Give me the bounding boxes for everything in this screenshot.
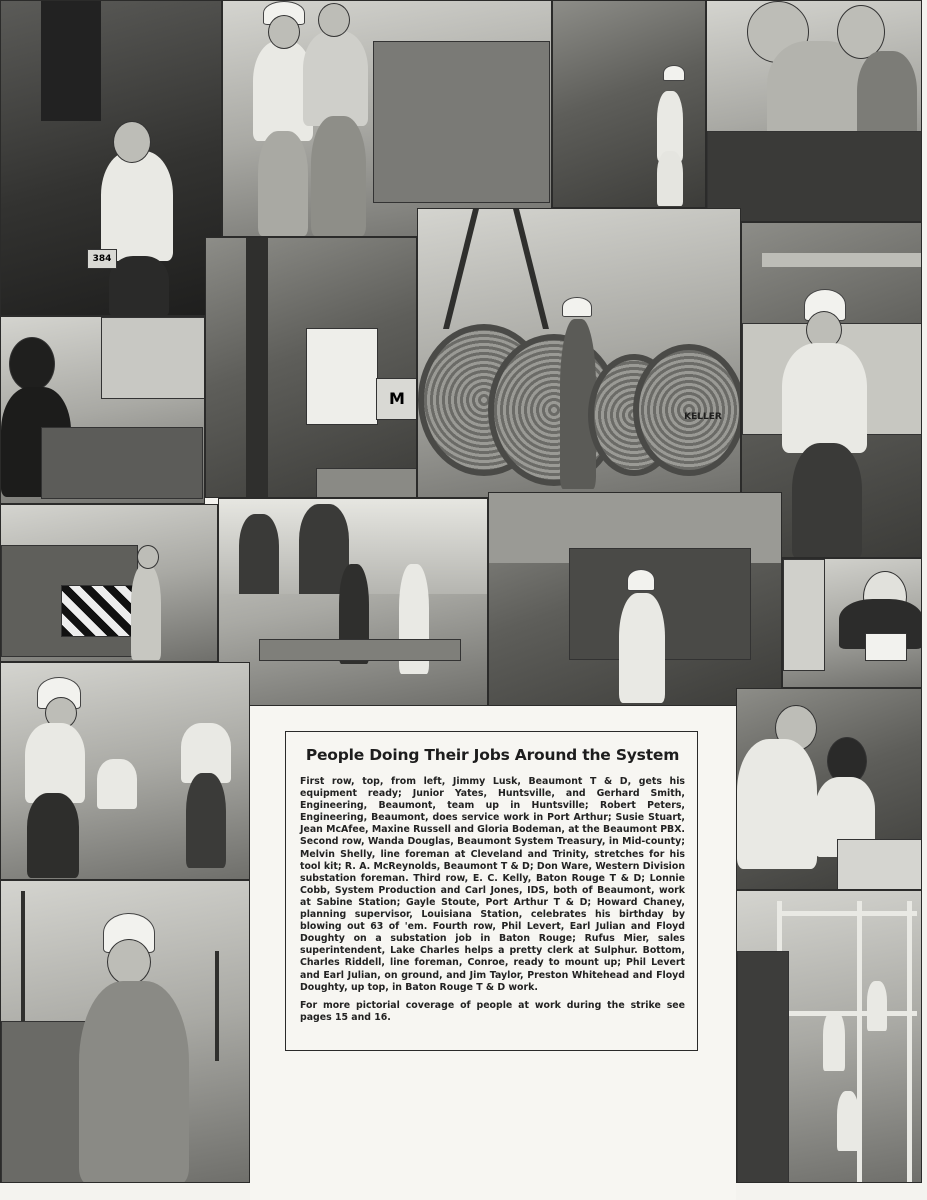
building-sign: M: [376, 378, 417, 420]
truck-plate: 384: [87, 249, 117, 269]
photo-yates-smith-huntsville: [222, 0, 552, 237]
photo-cobb-jones-sabine-station: [218, 498, 488, 706]
caption-title: People Doing Their Jobs Around the System: [305, 746, 680, 764]
photo-baton-rouge-td-work: [736, 890, 922, 1183]
photo-jimmy-lusk-equipment: [0, 0, 222, 316]
caption-more-coverage: For more pictorial coverage of people at work during the strike see pages 15 and 16.: [300, 999, 685, 1023]
photo-rufus-mier-clerk: [736, 688, 922, 890]
photo-robert-peters-port-arthur: [552, 0, 706, 208]
photo-ec-kelly-truck: [0, 504, 218, 662]
photo-gayle-stoute-truck: [488, 492, 782, 706]
reel-stencil: KELLER: [684, 412, 722, 422]
photo-melvin-shelly-bucket: [205, 237, 417, 498]
caption-body: First row, top, from left, Jimmy Lusk, Beaumont T & D, gets his equipment ready; Junior Yates, Huntsville, and Gerhard Smith, Engineering, Beaumont, team up in Huntsville; Robert Peters, Engineering, Beaumont, does service work in Port Arthur; Susie Stuart, Jean McAfee, Maxine Russell and Gloria Bodeman, at the Beaumont PBX. Second row, Wanda Douglas, Beaumont System Treasury, in Mid-county; Melvin Shelly, line foreman at Cleveland and Trinity, stretches for his tool kit; R. A. McReynolds, Beaumont T & D; Don Ware, Western Division substation foreman. Third row, E. C. Kelly, Baton Rouge T & D; Lonnie Cobb, System Production and Carl Jones, IDS, both of Beaumont, work at Sabine Station; Gayle Stoute, Port Arthur T & D; Howard Chaney, planning supervisor, Louisiana Station, celebrates his birthday by blowing out 63 of 'em. Fourth row, Phil Levert, Earl Julian and Floyd Doughty on a substation job in Baton Rouge; Rufus Mier, sales superintendent, Lake Charles helps a pretty clerk at Sulphur. Bottom, Charles Riddell, line foreman, Conroe, ready to mount up; Phil Levert and Earl Julian, on ground, and Jim Taylor, Preston Whitehead and Floyd Doughty, up top, in Baton Rouge T & D work.: [300, 776, 685, 993]
photo-beaumont-pbx-operators: [706, 0, 922, 222]
caption-box: [285, 731, 698, 1051]
photo-howard-chaney-birthday: [782, 558, 922, 688]
photo-levert-julian-doughty-substation: [0, 662, 250, 880]
photo-charles-riddell-conroe: [0, 880, 250, 1183]
photo-mcreynolds-cable-reels: [417, 208, 741, 498]
photo-wanda-douglas-typing: [0, 316, 205, 504]
